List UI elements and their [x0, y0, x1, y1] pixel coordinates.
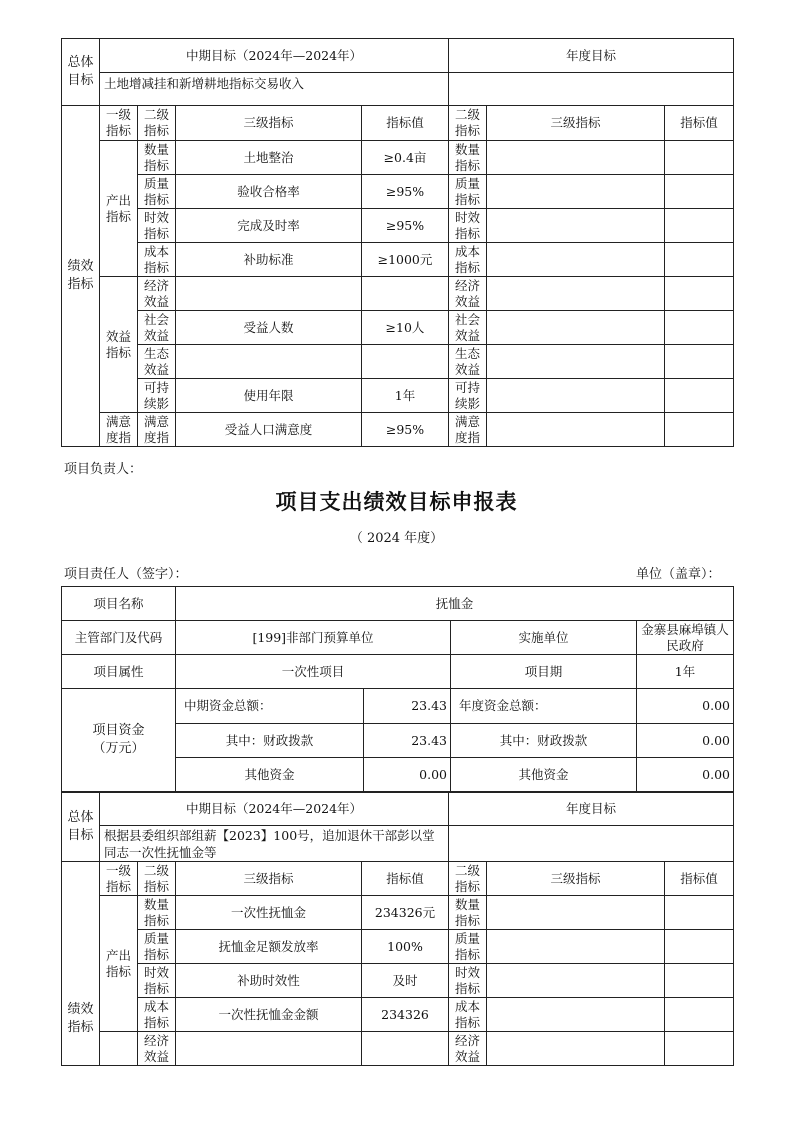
level3-cell: 完成及时率 — [176, 209, 362, 243]
project-lead-label: 项目负责人： — [64, 462, 143, 477]
annual-goal-text — [449, 826, 734, 862]
level3-cell: 一次性抚恤金金额 — [176, 998, 362, 1032]
department-value: [199]非部门预算单位 — [176, 621, 451, 655]
header-level2-annual: 二级指标 — [449, 862, 487, 896]
value-annual-cell — [665, 175, 734, 209]
form-year: （ 2024 年度） — [349, 531, 444, 546]
project-period-value: 1年 — [637, 655, 734, 689]
midterm-goal-header: 中期目标（2024年—2024年） — [100, 39, 449, 73]
project-name-value: 抚恤金 — [176, 587, 734, 621]
unit-stamp-label: 单位（盖章）： — [636, 567, 721, 582]
header-level3-annual: 三级指标 — [487, 106, 665, 141]
level2-cell: 成本指标 — [138, 998, 176, 1032]
value-annual-cell — [665, 930, 734, 964]
project-info-table — [61, 586, 734, 792]
midterm-fiscal-label: 其中：财政拨款 — [176, 724, 364, 758]
midterm-goal-text: 根据县委组织部组薪【2023】100号，追加退休干部彭以堂同志一次性抚恤金等 — [100, 826, 449, 862]
level2-annual-cell: 数量指标 — [449, 141, 487, 175]
bottom-performance-table — [61, 792, 734, 1066]
form-title: 项目支出绩效目标申报表 — [275, 490, 518, 514]
value-cell: 100% — [362, 930, 449, 964]
project-name-label: 项目名称 — [62, 587, 176, 621]
midterm-other-value: 0.00 — [364, 758, 451, 792]
level3-annual-cell — [487, 964, 665, 998]
header-level1: 一级指标 — [100, 106, 138, 141]
midterm-goal-text: 土地增减挂和新增耕地指标交易收入 — [100, 73, 449, 106]
header-value: 指标值 — [362, 862, 449, 896]
annual-other-value: 0.00 — [637, 758, 734, 792]
header-level2: 二级指标 — [138, 862, 176, 896]
value-cell: 234326 — [362, 998, 449, 1032]
annual-fiscal-label: 其中：财政拨款 — [451, 724, 637, 758]
implementing-unit-label: 实施单位 — [451, 621, 637, 655]
value-cell: ≥95% — [362, 209, 449, 243]
header-level2: 二级指标 — [138, 106, 176, 141]
midterm-total-value: 23.43 — [364, 689, 451, 724]
level3-annual-cell — [487, 243, 665, 277]
level3-annual-cell — [487, 930, 665, 964]
level3-annual-cell — [487, 998, 665, 1032]
level2-annual-cell: 经济效益 — [449, 1032, 487, 1066]
level2-annual-cell: 时效指标 — [449, 209, 487, 243]
value-cell: 1年 — [362, 379, 449, 413]
level2-annual-cell: 时效指标 — [449, 964, 487, 998]
level2-annual-cell: 满意度指 — [449, 413, 487, 447]
level2-annual-cell: 生态效益 — [449, 345, 487, 379]
performance-indicator-label: 绩效指标 — [62, 862, 100, 1066]
value-cell — [362, 1032, 449, 1066]
value-annual-cell — [665, 277, 734, 311]
midterm-other-label: 其他资金 — [176, 758, 364, 792]
level2-cell: 数量指标 — [138, 896, 176, 930]
level2-cell: 数量指标 — [138, 141, 176, 175]
value-cell: ≥95% — [362, 413, 449, 447]
level3-cell: 补助标准 — [176, 243, 362, 277]
level2-annual-cell: 成本指标 — [449, 243, 487, 277]
value-annual-cell — [665, 896, 734, 930]
value-annual-cell — [665, 243, 734, 277]
annual-goal-header: 年度目标 — [449, 793, 734, 826]
value-annual-cell — [665, 1032, 734, 1066]
level3-cell: 补助时效性 — [176, 964, 362, 998]
level2-cell: 时效指标 — [138, 964, 176, 998]
level2-cell: 质量指标 — [138, 175, 176, 209]
value-cell: 234326元 — [362, 896, 449, 930]
level2-cell: 时效指标 — [138, 209, 176, 243]
value-cell — [362, 277, 449, 311]
level2-cell: 生态效益 — [138, 345, 176, 379]
value-cell: ≥95% — [362, 175, 449, 209]
level3-cell: 土地整治 — [176, 141, 362, 175]
level3-cell: 受益人口满意度 — [176, 413, 362, 447]
annual-total-value: 0.00 — [637, 689, 734, 724]
value-cell: ≥10人 — [362, 311, 449, 345]
header-level2-annual: 二级指标 — [449, 106, 487, 141]
satisfaction-indicator-label: 满意度指 — [100, 413, 138, 447]
value-annual-cell — [665, 998, 734, 1032]
level2-cell: 经济效益 — [138, 277, 176, 311]
overall-goal-label: 总体目标 — [62, 793, 100, 862]
level3-annual-cell — [487, 896, 665, 930]
level3-cell — [176, 1032, 362, 1066]
level2-cell: 可持续影 — [138, 379, 176, 413]
level2-annual-cell: 质量指标 — [449, 930, 487, 964]
level3-annual-cell — [487, 1032, 665, 1066]
value-annual-cell — [665, 345, 734, 379]
annual-goal-text — [449, 73, 734, 106]
level3-cell: 抚恤金足额发放率 — [176, 930, 362, 964]
value-cell — [362, 345, 449, 379]
value-annual-cell — [665, 413, 734, 447]
value-cell: ≥1000元 — [362, 243, 449, 277]
level2-cell: 满意度指 — [138, 413, 176, 447]
level2-annual-cell: 质量指标 — [449, 175, 487, 209]
annual-total-label: 年度资金总额： — [451, 689, 637, 724]
level3-cell — [176, 345, 362, 379]
header-level3-annual: 三级指标 — [487, 862, 665, 896]
level2-annual-cell: 成本指标 — [449, 998, 487, 1032]
value-annual-cell — [665, 141, 734, 175]
header-value-annual: 指标值 — [665, 106, 734, 141]
value-cell: ≥0.4亩 — [362, 141, 449, 175]
header-level1: 一级指标 — [100, 862, 138, 896]
level2-cell: 经济效益 — [138, 1032, 176, 1066]
benefit-indicator-cell — [100, 1032, 138, 1066]
annual-fiscal-value: 0.00 — [637, 724, 734, 758]
implementing-unit-value: 金寨县麻埠镇人民政府 — [637, 621, 734, 655]
benefit-indicator-label: 效益指标 — [100, 277, 138, 413]
project-attribute-value: 一次性项目 — [176, 655, 451, 689]
level2-annual-cell: 社会效益 — [449, 311, 487, 345]
midterm-total-label: 中期资金总额： — [176, 689, 364, 724]
annual-goal-header: 年度目标 — [449, 39, 734, 73]
level3-annual-cell — [487, 175, 665, 209]
project-attribute-label: 项目属性 — [62, 655, 176, 689]
level3-annual-cell — [487, 209, 665, 243]
level3-cell: 一次性抚恤金 — [176, 896, 362, 930]
responsible-signature-label: 项目责任人（签字）： — [64, 567, 188, 582]
header-level3: 三级指标 — [176, 106, 362, 141]
level3-annual-cell — [487, 413, 665, 447]
level3-annual-cell — [487, 311, 665, 345]
midterm-goal-header: 中期目标（2024年—2024年） — [100, 793, 449, 826]
level3-cell: 受益人数 — [176, 311, 362, 345]
midterm-fiscal-value: 23.43 — [364, 724, 451, 758]
level2-cell: 社会效益 — [138, 311, 176, 345]
level3-annual-cell — [487, 277, 665, 311]
level2-cell: 质量指标 — [138, 930, 176, 964]
project-fund-label: 项目资金（万元） — [62, 689, 176, 792]
top-performance-table — [61, 38, 734, 447]
project-period-label: 项目期 — [451, 655, 637, 689]
overall-goal-label: 总体目标 — [62, 39, 100, 106]
value-annual-cell — [665, 379, 734, 413]
value-annual-cell — [665, 311, 734, 345]
level3-annual-cell — [487, 345, 665, 379]
header-value: 指标值 — [362, 106, 449, 141]
level2-annual-cell: 数量指标 — [449, 896, 487, 930]
level3-annual-cell — [487, 379, 665, 413]
level2-annual-cell: 经济效益 — [449, 277, 487, 311]
annual-other-label: 其他资金 — [451, 758, 637, 792]
value-annual-cell — [665, 964, 734, 998]
level3-annual-cell — [487, 141, 665, 175]
level2-cell: 成本指标 — [138, 243, 176, 277]
output-indicator-label: 产出指标 — [100, 896, 138, 1032]
value-cell: 及时 — [362, 964, 449, 998]
level2-annual-cell: 可持续影 — [449, 379, 487, 413]
output-indicator-label: 产出指标 — [100, 141, 138, 277]
department-label: 主管部门及代码 — [62, 621, 176, 655]
level3-cell: 使用年限 — [176, 379, 362, 413]
value-annual-cell — [665, 209, 734, 243]
performance-indicator-label: 绩效指标 — [62, 106, 100, 447]
level3-cell — [176, 277, 362, 311]
header-level3: 三级指标 — [176, 862, 362, 896]
header-value-annual: 指标值 — [665, 862, 734, 896]
level3-cell: 验收合格率 — [176, 175, 362, 209]
